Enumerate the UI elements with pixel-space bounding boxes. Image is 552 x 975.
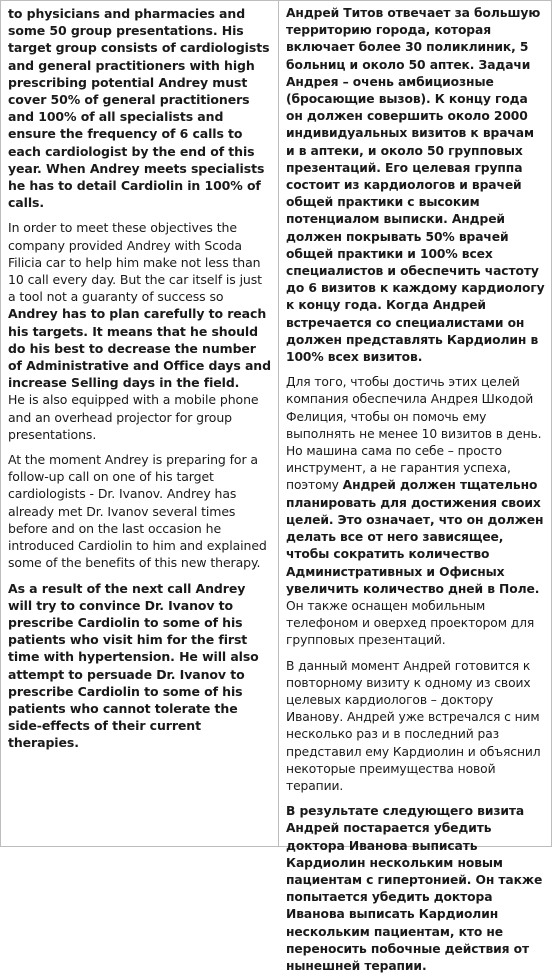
english-paragraph-3: At the moment Andrey is preparing for a follow-up call on one of his target cardiologists - Dr. Ivanov. Andrey has already met Dr. Ivanov several times before and on the last occasion he introduced Cardiolin to him and explained some of the benefits of this new therapy. [8,452,267,571]
english-paragraph-1: to physicians and pharmacies and some 50 group presentations. His target group consists of cardiologists and general practitioners with high prescribing potential Andrey must cover 50% of general practitioners and 100% of all specialists and ensure the frequency of 6 calls to each cardiologist by the end of this year. When Andrey meets specialists he has to detail Cardiolin in 100% of calls. [8,6,270,211]
english-paragraph-4: As a result of the next call Andrey will try to convince Dr. Ivanov to prescribe Cardiolin to some of his patients who visit him for the first time with hypertension. He will also attempt to persuade Dr. Ivanov to prescribe Cardiolin to some of his patients who cannot tolerate the side-effects of their current therapies. [8,580,259,751]
english-paragraph-2-text: In order to meet these objectives the company provided Andrey with Scoda Filicia car to help him make not less than 10 call every day. But the car itself is just a tool not a guaranty of success so [8,220,262,305]
russian-paragraph-1: Андрей Титов отвечает за большую территорию города, которая включает более 30 поликлиник, 5 больниц и около 50 аптек. Задачи Андрея – очень амбициозные (бросающие вызов). К концу года он должен совершить около 2000 индивидуальных визитов к врачам и в аптеки, и около 50 групповых презентаций. Его целевая группа состоит из кардиологов и врачей общей практики с высоким потенциалом выписки. Андрей должен покрывать 50% врачей общей практики и 100% всех специалистов и обеспечить частоту до 6 визитов к каждому кардиологу к концу года. Когда Андрей встречается со специалистами он должен представлять Кардиолин в 100% всех визитов. [286,6,545,365]
russian-column [278,1,552,973]
english-paragraph-2-bold: Andrey has to plan carefully to reach his targets. It means that he should do his best to decrease the number of Administrative and Office days and increase Selling days in the field. [8,306,271,391]
russian-paragraph-2 [286,374,546,649]
russian-paragraph-2-tail: Он также оснащен мобильным телефоном и оверхед проектором для групповых презентаций. [286,598,535,648]
russian-paragraph-2-bold: Андрей должен тщательно планировать для достижения своих целей. Это означает, что он должен делать все от него зависящее, чтобы сократить количество Административных и Офисных увеличить количество дней в Поле. [286,478,544,596]
russian-paragraph-4: В результате следующего визита Андрей постарается убедить доктора Иванова выписать Кардиолин нескольким новым пациентам с гипертонией. Он также попытается убедить доктора Иванова выписать Кардиолин нескольким пациентам, кто не переносить побочные действия от нынешней терапии. [286,804,543,973]
russian-paragraph-3: В данный момент Андрей готовится к повторному визиту к одному из своих целевых кардиологов – доктору Иванову. Андрей уже встречался с ним несколько раз и в последний раз представил ему Кардиолин и объяснил некоторые преимущества новой терапии. [286,658,541,793]
russian-paragraph-2-text: Для того, чтобы достичь этих целей компания обеспечила Андрея Шкодой Фелиция, чтобы он помочь ему выполнять не менее 10 визитов в день. Но машина сама по себе – просто инструмент, а не гарантия успеха, поэтому [286,375,542,493]
english-paragraph-2-tail: He is also equipped with a mobile phone and an overhead projector for group presentations. [8,392,259,442]
english-column [1,1,278,846]
english-paragraph-2 [8,219,271,443]
